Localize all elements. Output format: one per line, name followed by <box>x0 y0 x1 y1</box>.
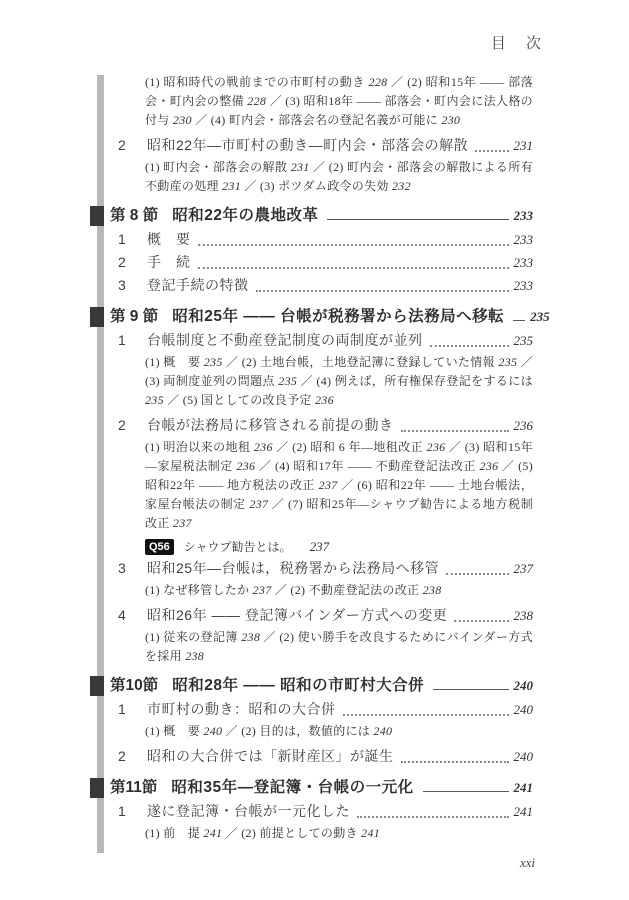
toc-item-row <box>97 414 533 437</box>
page-number: xxi <box>519 855 535 870</box>
toc-item-row <box>97 251 533 274</box>
leader-line <box>423 791 509 792</box>
toc-section-row <box>97 777 533 798</box>
leader-dots <box>401 430 509 432</box>
section-title: 昭和28年 —— 昭和の市町村大合併 <box>172 677 425 694</box>
toc-item-page: 236 <box>513 418 533 433</box>
toc-subentries: (1) 従来の登記簿 238 ／ (2) 使い勝手を改良するためにバインダー方式を採用 238 <box>145 630 533 663</box>
toc-item-row <box>97 134 533 157</box>
section-label: 第 9 節 <box>110 308 159 325</box>
leader-dots <box>256 290 509 292</box>
toc-item-row <box>97 274 533 297</box>
section-label: 第 8 節 <box>110 207 159 224</box>
toc-subentries: (1) 町内会・部落会の解散 231 ／ (2) 町内会・部落会の解散による所有不動産の処理 231 ／ (3) ポツダム政令の失効 232 <box>145 160 534 193</box>
toc-subentries: (1) なぜ移管したか 237 ／ (2) 不動産登記法の改正 238 <box>145 583 442 597</box>
toc-section-row <box>97 306 550 327</box>
toc-item-row <box>97 228 533 251</box>
section-page: 240 <box>513 678 533 693</box>
toc-item-number: 2 <box>118 748 126 764</box>
section-marker <box>90 206 104 226</box>
toc-item-page: 233 <box>513 278 533 293</box>
toc-item-page: 240 <box>513 749 533 764</box>
toc-item-title: 遂に登記簿・台帳が一元化した <box>147 803 350 819</box>
toc-item-title: 登記手続の特徴 <box>147 277 249 293</box>
toc-item-number: 1 <box>118 701 126 717</box>
toc-item-title: 昭和22年—市町村の動き—町内会・部落会の解散 <box>147 137 469 153</box>
toc-item-page: 238 <box>513 608 533 623</box>
toc-item-number: 3 <box>118 560 126 576</box>
toc-item-page: 241 <box>513 804 533 819</box>
leader-line <box>327 219 508 220</box>
toc-item-row <box>97 745 533 768</box>
section-title: 昭和35年—登記簿・台帳の一元化 <box>171 779 414 796</box>
q-number-badge: Q56 <box>145 539 174 555</box>
toc-item-page: 233 <box>513 255 533 270</box>
toc-item-title: 市町村の動き：昭和の大合併 <box>147 701 336 717</box>
leader-line <box>513 320 525 321</box>
toc-item-row <box>97 698 533 721</box>
leader-dots <box>198 267 509 269</box>
section-page: 241 <box>513 780 533 795</box>
toc-item-number: 3 <box>118 277 126 293</box>
toc-item-number: 1 <box>118 231 126 247</box>
section-page: 235 <box>530 309 550 324</box>
section-marker <box>90 676 104 696</box>
toc-item-title: 手 続 <box>147 254 191 270</box>
section-title: 昭和25年 —— 台帳が税務署から法務局へ移転 <box>172 308 505 325</box>
toc-subentries: (1) 概 要 235 ／ (2) 土地台帳，土地登記簿に登録していた情報 235 ／ (3) 両制度並列の問題点 235 ／ (4) 例えば，所有権保存登記をするには 235 ／ (5) 国としての改良予定 236 <box>145 355 533 407</box>
toc-item-number: 2 <box>118 254 126 270</box>
section-label: 第10節 <box>110 677 159 694</box>
toc-subentries: (1) 明治以来の地租 236 ／ (2) 昭和 6 年—地租改正 236 ／ (3) 昭和15年—家屋税法制定 236 ／ (4) 昭和17年 —— 不動産登記法改正 236 ／ (5) 昭和22年 —— 地方税法の改正 237 ／ (6) 昭和22年 —— 土地台帳法，家屋台帳法の制定 237 ／ (7) 昭和25年—シャウプ勧告による地方税制改正 237 <box>145 440 534 530</box>
q-title: シャウプ勧告とは。 <box>183 540 292 554</box>
toc-item-title: 概 要 <box>147 231 191 247</box>
toc-item-page: 235 <box>513 333 533 348</box>
page-header-title: 目 次 <box>490 35 549 52</box>
toc-item-page: 237 <box>513 561 533 576</box>
q-page: 237 <box>309 539 330 554</box>
leader-dots <box>454 620 508 622</box>
toc-item-row <box>97 800 533 823</box>
toc-item-row <box>97 557 533 580</box>
leader-dots <box>430 345 509 347</box>
toc-item-number: 1 <box>118 332 126 348</box>
toc-item-number: 2 <box>118 417 126 433</box>
leader-dots <box>198 244 509 246</box>
toc-item-title: 昭和26年 —— 登記簿バインダー方式への変更 <box>147 607 448 623</box>
section-page: 233 <box>513 208 533 223</box>
toc-section-row <box>97 205 533 226</box>
toc-subentries: (1) 前 提 241 ／ (2) 前提としての動き 241 <box>145 826 381 840</box>
toc-item-number: 4 <box>118 607 126 623</box>
toc-item-title: 昭和25年—台帳は，税務署から法務局へ移管 <box>147 560 440 576</box>
toc-item-page: 240 <box>513 702 533 717</box>
toc-item-number: 2 <box>118 137 126 153</box>
toc-item-number: 1 <box>118 803 126 819</box>
section-marker <box>90 778 104 798</box>
leader-dots <box>446 573 508 575</box>
section-title: 昭和22年の農地改革 <box>172 207 319 224</box>
toc-subentries: (1) 昭和時代の戦前までの市町村の動き 228 ／ (2) 昭和15年 —— 部落会・町内会の整備 228 ／ (3) 昭和18年 —— 部落会・町内会に法人格の付与 230 ／ (4) 町内会・部落会名の登記名義が可能に 230 <box>145 75 533 127</box>
toc-item-title: 台帳が法務局に移管される前提の動き <box>147 417 394 433</box>
toc-content <box>97 72 550 847</box>
leader-line <box>433 689 508 690</box>
toc-item-row <box>97 604 533 627</box>
section-label: 第11節 <box>110 779 158 796</box>
leader-dots <box>475 150 508 152</box>
toc-item-title: 台帳制度と不動産登記制度の両制度が並列 <box>147 332 423 348</box>
toc-section-row <box>97 675 533 696</box>
toc-item-title: 昭和の大合併では「新財産区」が誕生 <box>147 748 394 764</box>
leader-dots <box>357 816 509 818</box>
leader-dots <box>343 714 509 716</box>
toc-q-row <box>97 537 533 557</box>
section-marker <box>90 307 104 327</box>
leader-dots <box>401 761 509 763</box>
toc-subentries: (1) 概 要 240 ／ (2) 目的は，数値的には 240 <box>145 724 393 738</box>
toc-item-page: 233 <box>513 232 533 247</box>
toc-item-page: 231 <box>513 138 533 153</box>
toc-item-row <box>97 329 533 352</box>
